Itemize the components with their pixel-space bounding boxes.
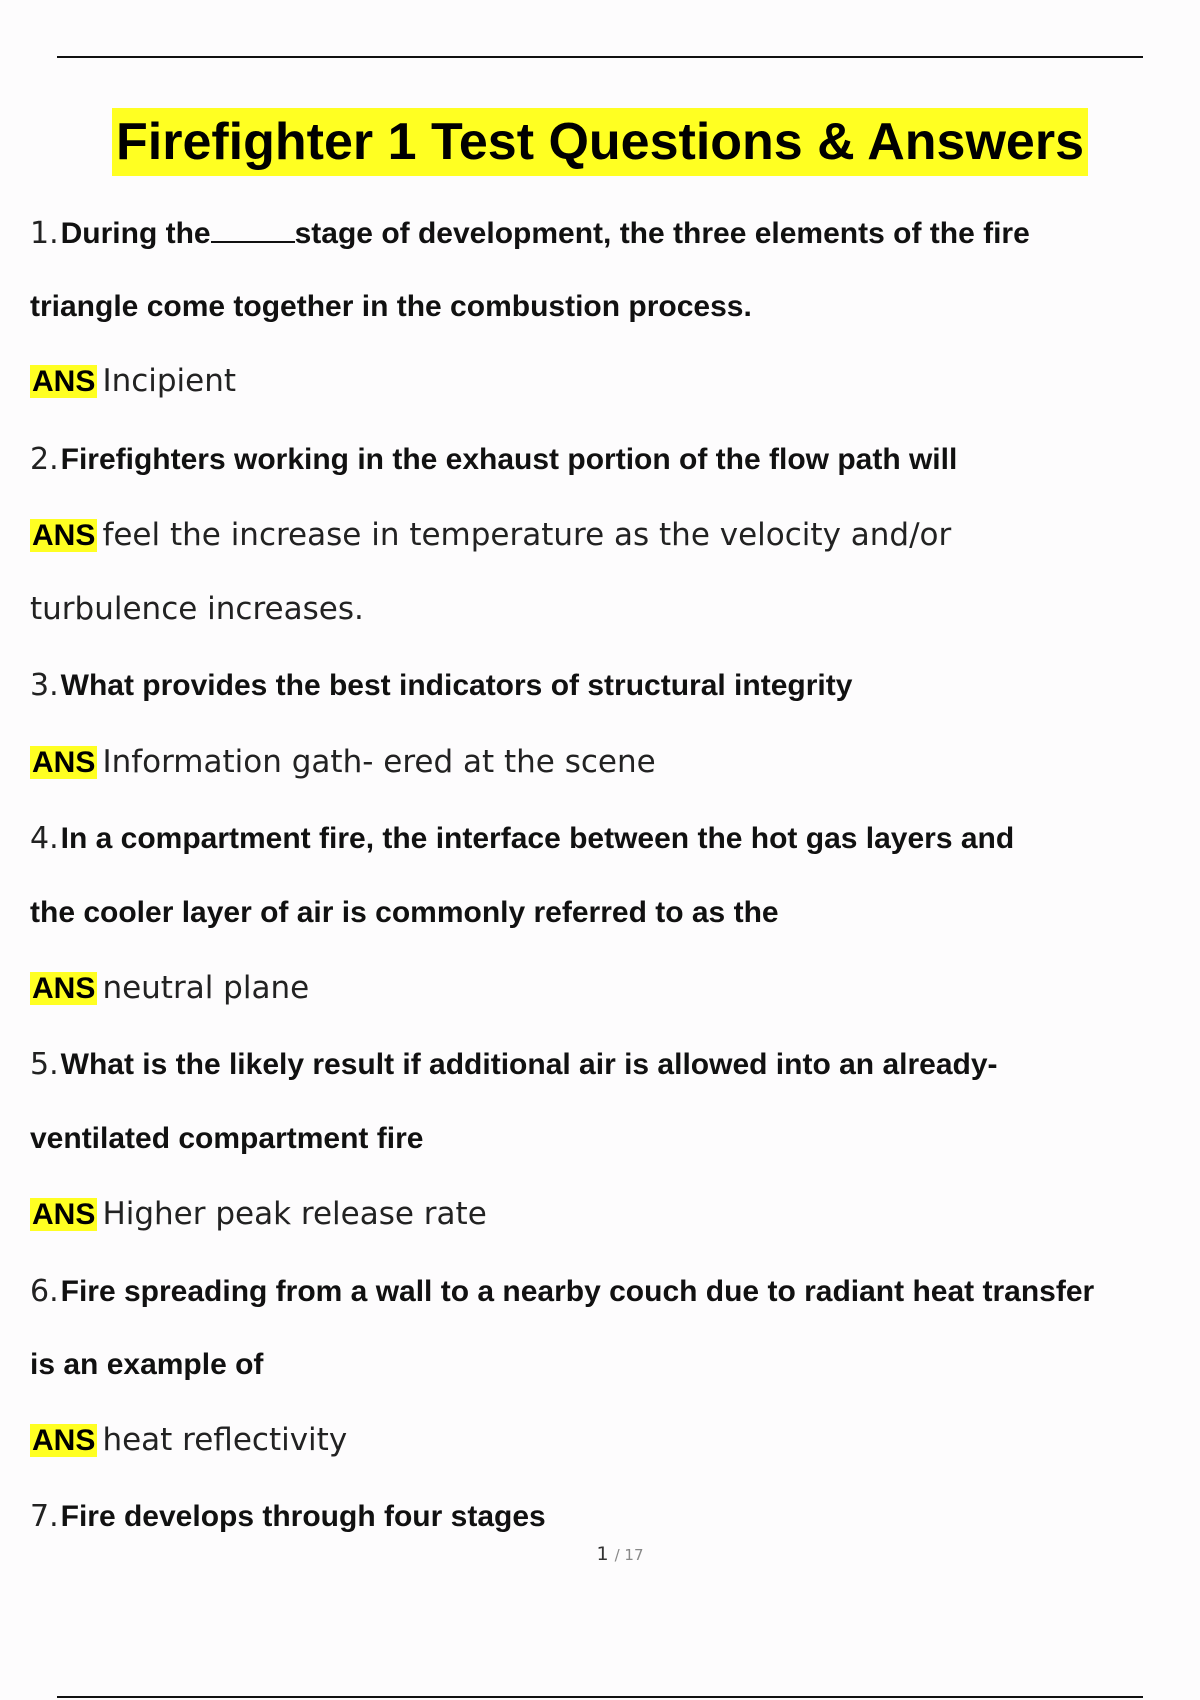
page-indicator <box>0 1543 1200 1565</box>
question-text: What provides the best indicators of structural integrity <box>60 669 853 702</box>
answer-tag: ANS <box>32 746 96 779</box>
question-1-line-1 <box>30 216 1180 251</box>
answer-tag: ANS <box>32 1198 96 1231</box>
question-number: 2. <box>30 442 59 477</box>
question-6-line-2 <box>30 1348 1180 1382</box>
answer-4-line-1 <box>30 970 1180 1006</box>
question-text: Firefighters working in the exhaust portion of the flow path will <box>60 443 958 476</box>
answer-text: turbulence increases. <box>30 591 364 627</box>
question-2-line-1 <box>30 442 1180 477</box>
question-5-line-2 <box>30 1122 1180 1156</box>
question-number: 6. <box>30 1274 59 1309</box>
answer-tag: ANS <box>32 519 96 552</box>
question-text: What is the likely result if additional air is allowed into an already- <box>60 1048 998 1081</box>
question-number: 1. <box>30 216 59 251</box>
total-pages: / 17 <box>614 1546 644 1564</box>
answer-tag: ANS <box>32 972 96 1005</box>
question-3-line-1 <box>30 668 1180 703</box>
question-number: 4. <box>30 821 59 856</box>
question-text: ventilated compartment fire <box>30 1122 424 1155</box>
answer-text: neutral plane <box>102 970 310 1006</box>
question-text: stage of development, the three elements of the fire <box>294 217 1030 250</box>
answer-text: Higher peak release rate <box>102 1196 487 1232</box>
question-text: During the <box>60 217 211 250</box>
answer-tag: ANS <box>32 1424 96 1457</box>
question-4-line-2 <box>30 896 1180 930</box>
bottom-rule <box>57 1696 1143 1698</box>
question-number: 3. <box>30 668 59 703</box>
question-text: Fire spreading from a wall to a nearby couch due to radiant heat transfer <box>60 1275 1095 1308</box>
question-number: 7. <box>30 1499 59 1534</box>
answer-2-line-1 <box>30 517 1180 553</box>
question-7-line-1 <box>30 1499 1180 1534</box>
question-6-line-1 <box>30 1274 1180 1309</box>
question-text: Fire develops through four stages <box>60 1500 546 1533</box>
question-5-line-1 <box>30 1047 1180 1082</box>
current-page: 1 <box>596 1543 609 1565</box>
answer-text: Incipient <box>102 363 237 399</box>
question-text: is an example of <box>30 1348 264 1381</box>
document-title: Firefighter 1 Test Questions & Answers <box>112 108 1088 176</box>
answer-1-line-1 <box>30 363 1180 399</box>
answer-5-line-1 <box>30 1196 1180 1232</box>
question-number: 5. <box>30 1047 59 1082</box>
answer-text: Information gath- ered at the scene <box>102 744 656 780</box>
question-text: the cooler layer of air is commonly referred to as the <box>30 896 779 929</box>
question-text: triangle come together in the combustion process. <box>30 290 752 323</box>
answer-6-line-1 <box>30 1422 1180 1458</box>
answer-3-line-1 <box>30 744 1180 780</box>
answer-2-line-2 <box>30 591 1180 627</box>
title-container <box>0 108 1200 176</box>
answer-text: heat reflectivity <box>102 1422 348 1458</box>
answer-text: feel the increase in temperature as the velocity and/or <box>102 517 952 553</box>
answer-tag: ANS <box>32 365 96 398</box>
top-rule <box>57 56 1143 58</box>
fill-in-blank <box>211 239 295 243</box>
question-4-line-1 <box>30 821 1180 856</box>
question-text: In a compartment fire, the interface between the hot gas layers and <box>60 822 1015 855</box>
question-1-line-2 <box>30 290 1180 324</box>
